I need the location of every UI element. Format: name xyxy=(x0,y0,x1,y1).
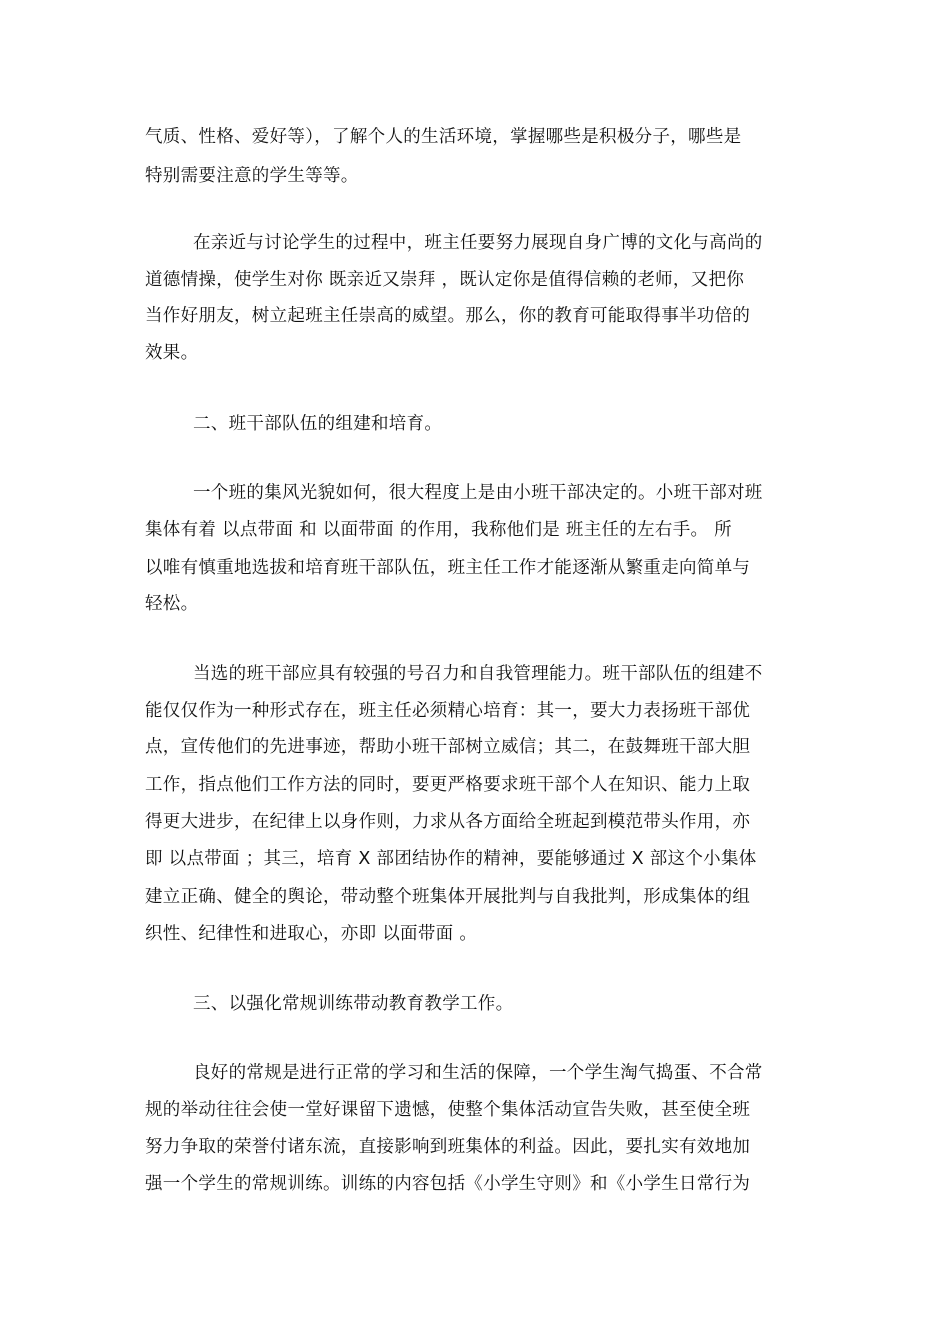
paragraph-line: 效果。 xyxy=(145,343,199,363)
paragraph-line: 特别需要注意的学生等等。 xyxy=(145,166,359,186)
paragraph-line: 织性、纪律性和进取心，亦即 以面带面 。 xyxy=(145,924,478,944)
paragraph-line: 得更大进步，在纪律上以身作则，力求从各方面给全班起到模范带头作用，亦 xyxy=(145,812,751,832)
paragraph-line: 在亲近与讨论学生的过程中，班主任要努力展现自身广博的文化与高尚的 xyxy=(193,233,763,253)
paragraph-line: 强一个学生的常规训练。训练的内容包括《小学生守则》和《小学生日常行为 xyxy=(145,1174,751,1194)
section-heading: 三、以强化常规训练带动教育教学工作。 xyxy=(193,994,514,1014)
paragraph-line: 轻松。 xyxy=(145,594,199,614)
paragraph-line: 工作，指点他们工作方法的同时，要更严格要求班干部个人在知识、能力上取 xyxy=(145,775,751,795)
paragraph-line: 良好的常规是进行正常的学习和生活的保障，一个学生淘气捣蛋、不合常 xyxy=(193,1063,763,1083)
paragraph-line: 规的举动往往会使一堂好课留下遗憾，使整个集体活动宣告失败，甚至使全班 xyxy=(145,1100,751,1120)
paragraph-line: 以唯有慎重地选拔和培育班干部队伍，班主任工作才能逐渐从繁重走向简单与 xyxy=(145,558,751,578)
paragraph-line: 能仅仅作为一种形式存在，班主任必须精心培育：其一，要大力表扬班干部优 xyxy=(145,701,751,721)
paragraph-line: 道德情操，使学生对你 既亲近又崇拜 ，既认定你是值得信赖的老师，又把你 xyxy=(145,270,745,290)
paragraph-line: 努力争取的荣誉付诸东流，直接影响到班集体的利益。因此，要扎实有效地加 xyxy=(145,1137,751,1157)
paragraph-line: 气质、性格、爱好等），了解个人的生活环境，掌握哪些是积极分子，哪些是 xyxy=(145,127,742,147)
paragraph-line: 当选的班干部应具有较强的号召力和自我管理能力。班干部队伍的组建不 xyxy=(193,664,763,684)
paragraph-line: 即 以点带面 ；其三，培育 X 部团结协作的精神，要能够通过 X 部这个小集体 xyxy=(145,849,757,869)
paragraph-line: 当作好朋友，树立起班主任崇高的威望。那么，你的教育可能取得事半功倍的 xyxy=(145,306,751,326)
paragraph-line: 一个班的集风光貌如何，很大程度上是由小班干部决定的。小班干部对班 xyxy=(193,483,763,503)
paragraph-line: 集体有着 以点带面 和 以面带面 的作用，我称他们是 班主任的左右手。 所 xyxy=(145,520,732,540)
paragraph-line: 点，宣传他们的先进事迹，帮助小班干部树立威信；其二，在鼓舞班干部大胆 xyxy=(145,737,751,757)
section-heading: 二、班干部队伍的组建和培育。 xyxy=(193,414,443,434)
paragraph-line: 建立正确、健全的舆论，带动整个班集体开展批判与自我批判，形成集体的组 xyxy=(145,887,751,907)
